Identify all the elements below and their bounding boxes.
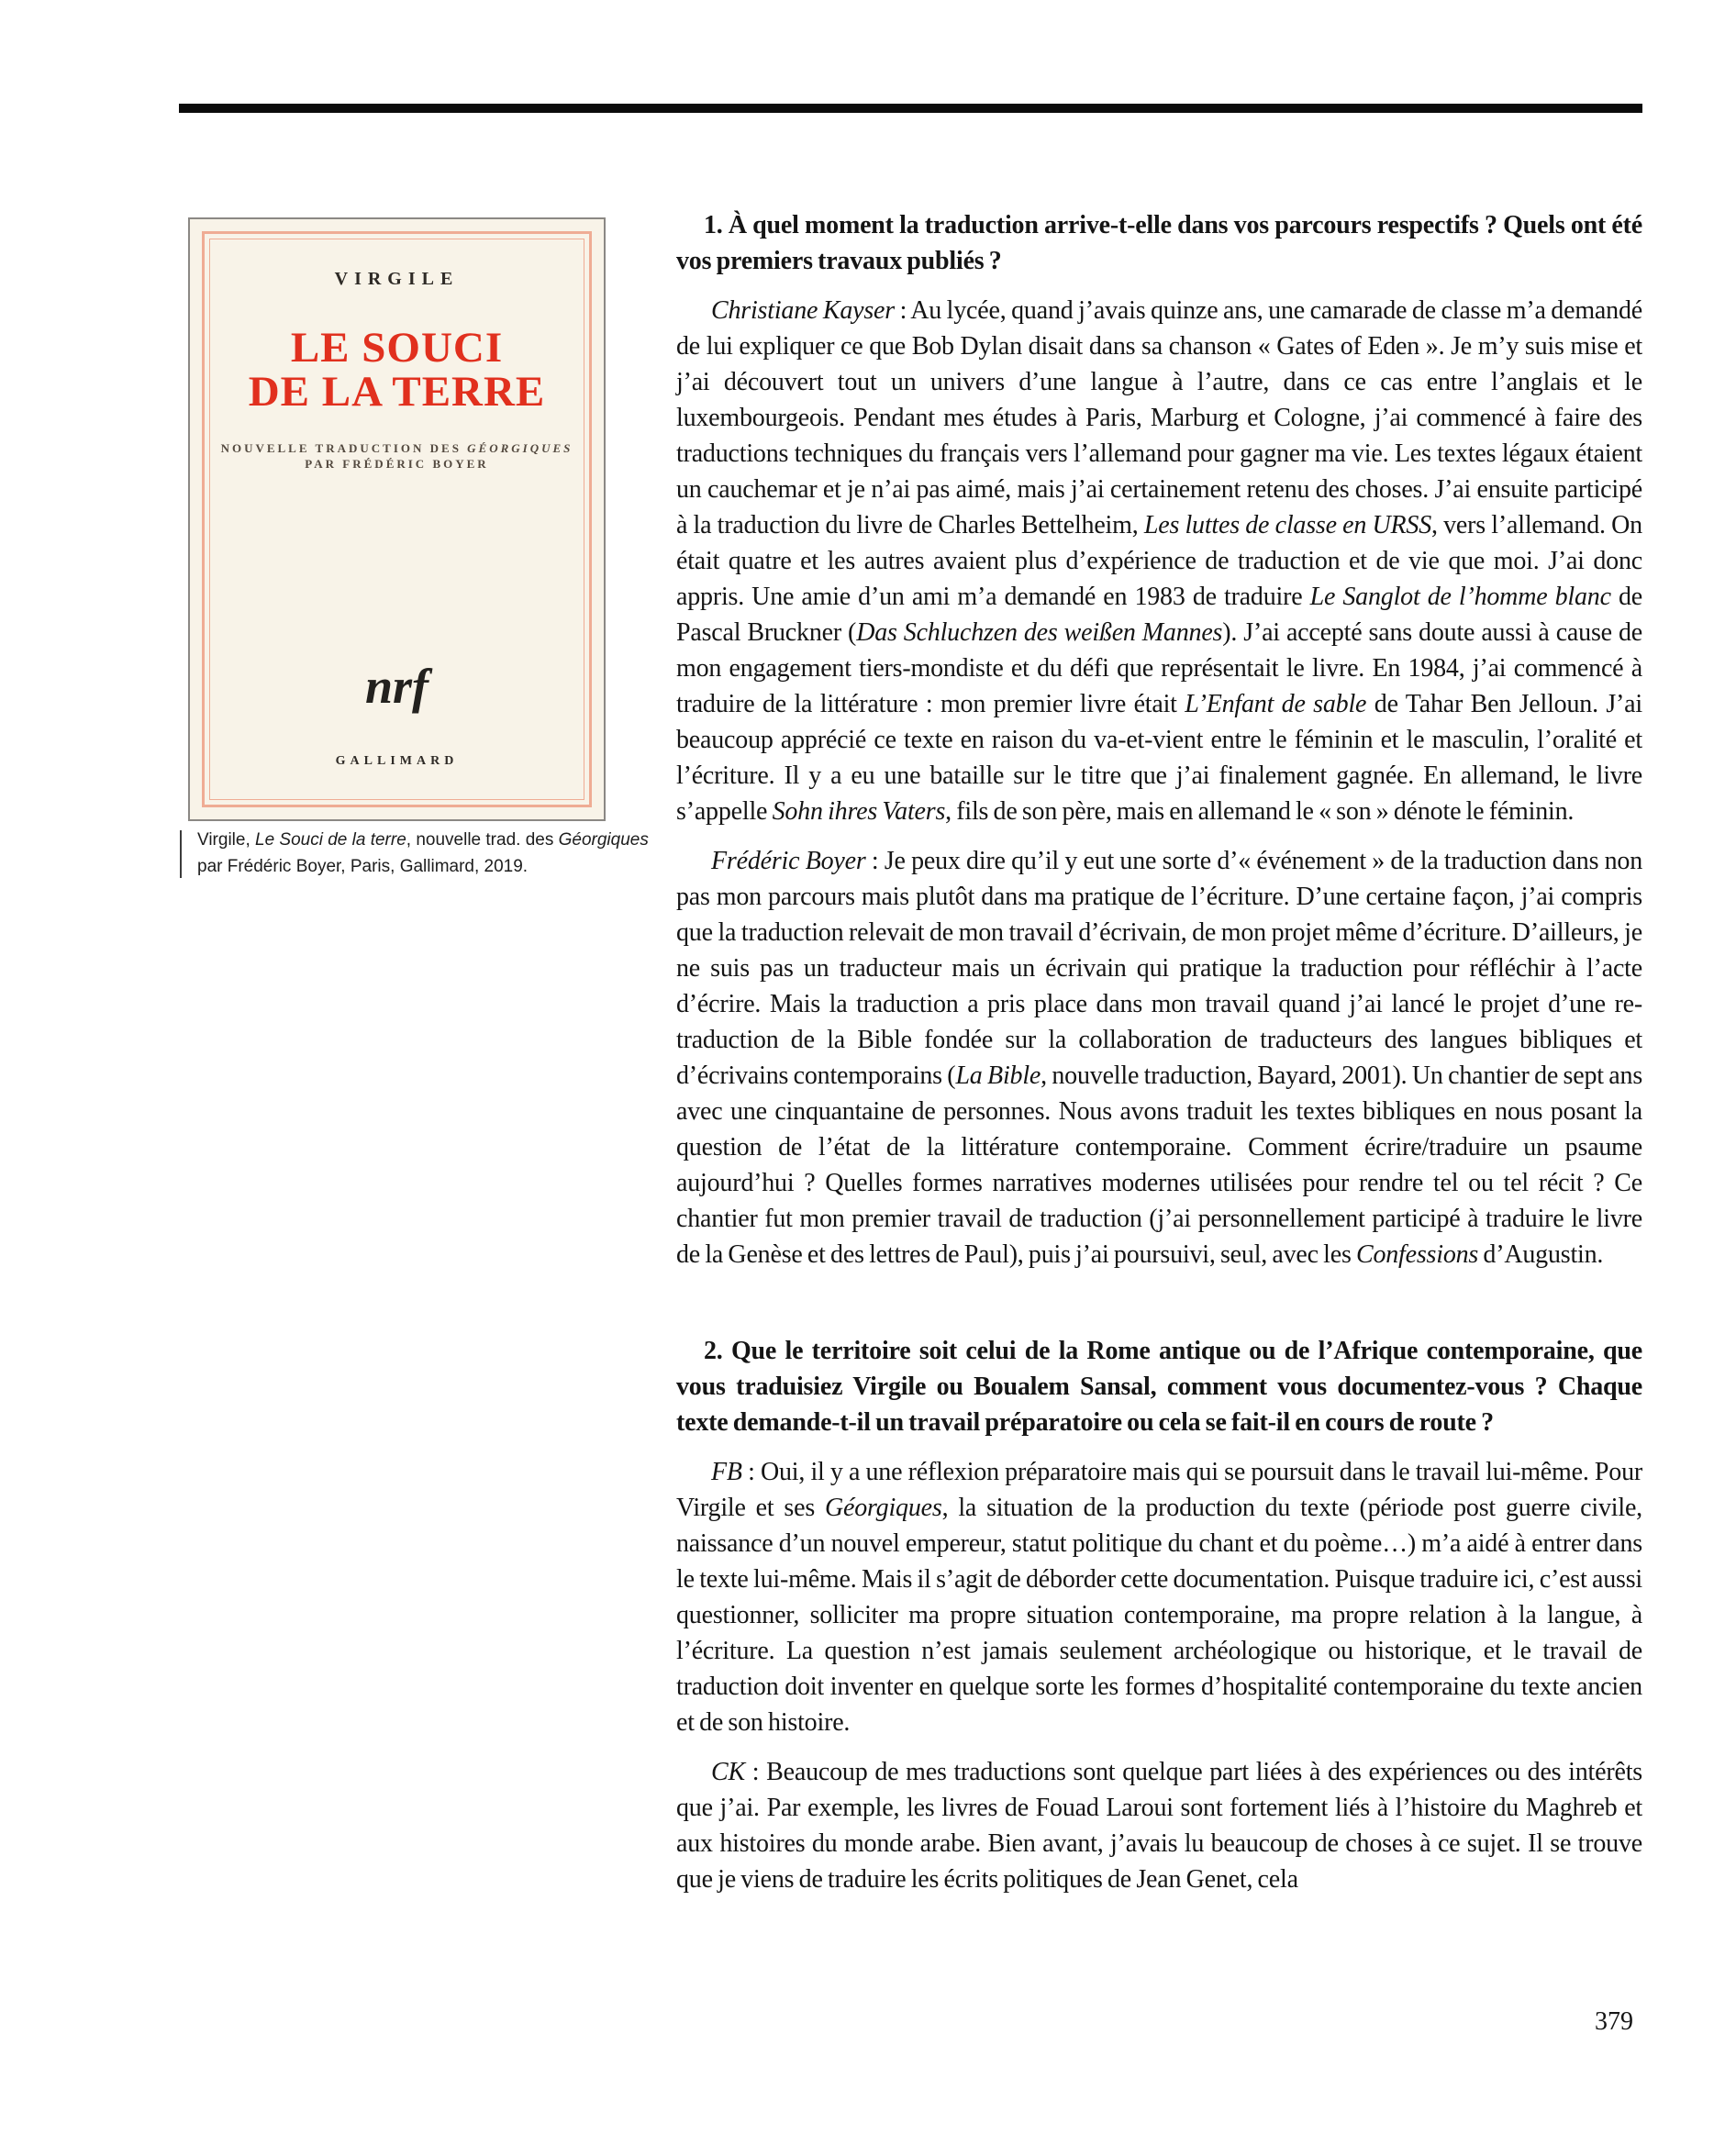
cover-author: VIRGILE xyxy=(334,269,460,289)
cover-title-line1: LE SOUCI xyxy=(290,324,504,372)
interview-answer: Frédéric Boyer : Je peux dire qu’il y eut une sorte d’« événement » de la traduction dans non pas mon parcours mais plutôt dans ma pratique de l’écriture. D’une certaine façon, j’ai compris que la traduction relevait de mon travail d’écrivain, de mon projet même d’écriture. D’ailleurs, je ne suis pas un traducteur mais un écrivain qui pratique la traduction pour réfléchir à l’acte d’écrire. Mais la traduction a pris place dans mon travail quand j’ai lancé le projet d’une re-traduction de la Bible fondée sur la collaboration de traducteurs des langues bibliques et d’écrivains contemporains (La Bible, nouvelle traduction, Bayard, 2001). Un chantier de sept ans avec une cinquantaine de personnes. Nous avons traduit les textes bibliques en nous posant la question de l’état de la littérature contemporaine. Comment écrire/traduire un psaume aujourd’hui ? Quelles formes narratives modernes utilisées pour rendre tel ou tel récit ? Ce chantier fut mon premier travail de traduction (j’ai personnellement participé à traduire le livre de la Genèse et des lettres de Paul), puis j’ai poursuivi, seul, avec les Confessions d’Augustin. xyxy=(676,847,1643,1269)
caption-rule xyxy=(180,830,182,878)
top-rule xyxy=(179,104,1642,113)
interview-question: 1. À quel moment la traduction arrive-t-elle dans vos parcours respectifs ? Quels ont été vos premiers travaux publiés ? xyxy=(676,211,1642,275)
interview-answer: FB : Oui, il y a une réflexion préparatoire mais qui se poursuit dans le travail lui-même. Pour Virgile et ses Géorgiques, la situation de la production du texte (période post guerre civile, naissance d’un nouvel empereur, statut politique du chant et du poème…) m’a aidé à entrer dans le texte lui-même. Mais il s’agit de déborder cette documentation. Puisque traduire ici, c’est aussi questionner, solliciter ma propre situation contemporaine, ma propre relation à la langue, à l’écriture. La question n’est jamais seulement archéologique ou historique, et le travail de traduction doit inventer en quelque sorte les formes d’hospitalité contemporaine du texte ancien et de son histoire. xyxy=(676,1458,1642,1737)
cover-title-line2: DE LA TERRE xyxy=(248,368,546,416)
interview-question: 2. Que le territoire soit celui de la Rome antique ou de l’Afrique contemporaine, que vous traduisiez Virgile ou Boualem Sansal, comment vous documentez-vous ? Chaque texte demande-t-il un travail préparatoire ou cela se fait-il en cours de route ? xyxy=(676,1337,1642,1437)
cover-publisher: GALLIMARD xyxy=(335,754,459,768)
article-text xyxy=(676,207,1642,1897)
cover-subtitle: NOUVELLE TRADUCTION DES GÉORGIQUES PAR FRÉDÉRIC BOYER xyxy=(220,441,573,471)
page-number: 379 xyxy=(1595,2007,1633,2036)
interview-answer: CK : Beaucoup de mes traductions sont quelque part liées à des expériences ou des intérêts que j’ai. Par exemple, les livres de Fouad Laroui sont fortement liés à l’histoire du Maghreb et aux histoires du monde arabe. Bien avant, j’avais lu beaucoup de choses à ce sujet. Il se trouve que je viens de traduire les écrits politiques de Jean Genet, cela xyxy=(676,1758,1642,1894)
interview-answer: Christiane Kayser : Au lycée, quand j’avais quinze ans, une camarade de classe m’a demandé de lui expliquer ce que Bob Dylan disait dans sa chanson « Gates of Eden ». Je m’y suis mise et j’ai découvert tout un univers d’une langue à l’autre, dans ce cas entre l’anglais et le luxembourgeois. Pendant mes études à Paris, Marburg et Cologne, j’ai commencé à faire des traductions techniques du français vers l’allemand pour gagner ma vie. Les textes légaux étaient un cauchemar et je n’ai pas aimé, mais j’ai certainement retenu des choses. J’ai ensuite participé à la traduction du livre de Charles Bettelheim, Les luttes de classe en URSS, vers l’allemand. On était quatre et les autres avaient plus d’expérience de traduction et de vie que moi. J’ai donc appris. Une amie d’un ami m’a demandé en 1983 de traduire Le Sanglot de l’homme blanc de Pascal Bruckner (Das Schluchzen des weißen Mannes). J’ai accepté sans doute aussi à cause de mon engagement tiers-mondiste et du défi que représentait le livre. En 1984, j’ai commencé à traduire de la littérature : mon premier livre était L’Enfant de sable de Tahar Ben Jelloun. J’ai beaucoup apprécié ce texte en raison du va-et-vient entre le féminin et le masculin, l’oralité et l’écriture. Il y a eu une bataille sur le titre que j’ai finalement gagnée. En allemand, le livre s’appelle Sohn ihres Vaters, fils de son père, mais en allemand le « son » dénote le féminin. xyxy=(676,296,1642,826)
cover-title xyxy=(190,326,604,414)
cover-frame-inner xyxy=(209,239,584,800)
book-cover xyxy=(188,217,606,821)
caption-text: Virgile, Le Souci de la terre, nouvelle trad. des Géorgiques par Frédéric Boyer, Paris, Gallimard, 2019. xyxy=(197,830,649,876)
nrf-logo: nrf xyxy=(364,659,429,714)
figure-caption xyxy=(180,827,675,880)
